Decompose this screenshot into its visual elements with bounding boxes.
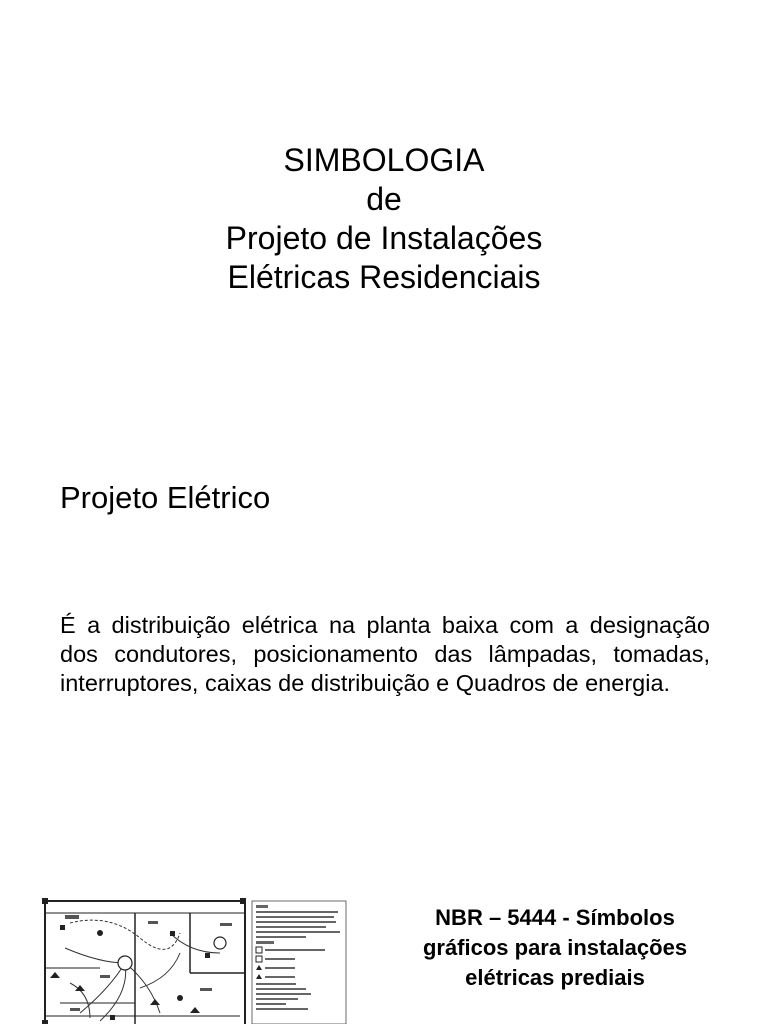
slide-title [0, 141, 768, 297]
title-line-2: de [366, 181, 402, 217]
caption-line-3: elétricas prediais [465, 965, 645, 990]
section-paragraph: É a distribuição elétrica na planta baixa com a designação dos condutores, posicionamento das lâmpadas, tomadas, interruptores, caixas de distribuição e Quadros de energia. [60, 612, 710, 696]
title-line-1: SIMBOLOGIA [283, 142, 485, 178]
section-heading: Projeto Elétrico [60, 480, 271, 515]
title-line-4: Elétricas Residenciais [227, 259, 541, 295]
floor-plan-drawing [40, 893, 348, 1024]
electrical-floor-plan-image [40, 893, 348, 1024]
figure-caption [385, 903, 725, 993]
caption-line-1: NBR – 5444 - Símbolos [435, 905, 675, 930]
caption-line-2: gráficos para instalações [422, 935, 688, 960]
title-line-3: Projeto de Instalações [225, 220, 543, 256]
